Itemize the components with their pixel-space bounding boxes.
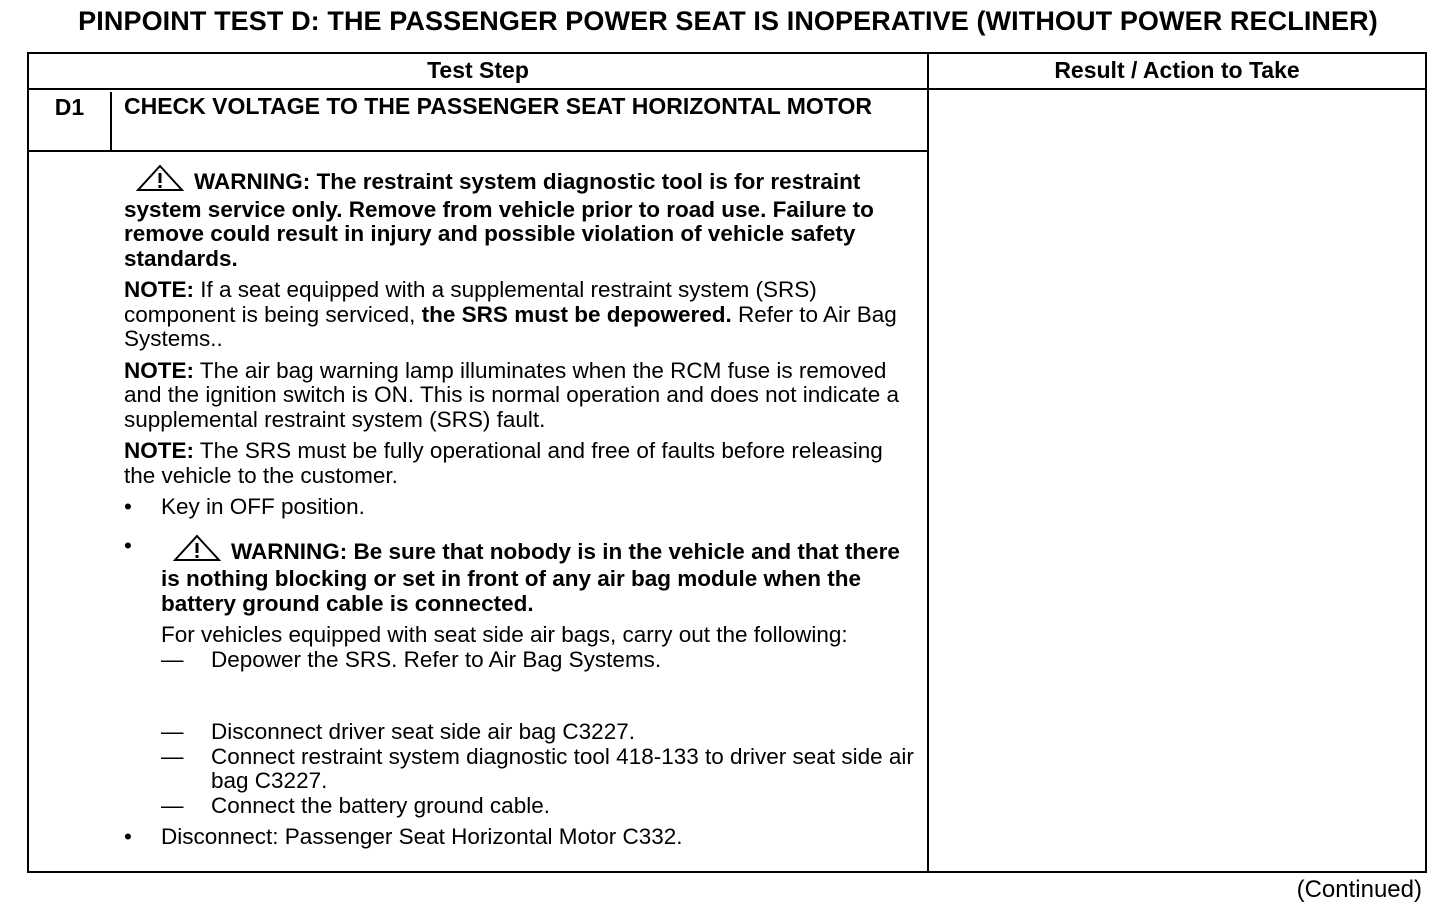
dash-glyph: — <box>161 743 184 769</box>
note-3-text: The SRS must be fully operational and free of faults before releasing the vehicle to the customer. <box>124 438 883 488</box>
note-2-label: NOTE: <box>124 357 194 383</box>
note-1 <box>124 278 914 352</box>
spacer <box>161 672 914 720</box>
bullet-glyph: • <box>124 494 132 519</box>
dash-glyph: — <box>161 719 184 744</box>
header-test-step: Test Step <box>427 57 529 83</box>
note-1-text-a: If a seat equipped with a supplemental restraint system (SRS) component is being serviced, <box>124 277 817 327</box>
step-body <box>124 164 914 857</box>
dash-item-1 <box>124 648 914 673</box>
pinpoint-table <box>27 52 1427 873</box>
dash-item-3 <box>124 745 914 794</box>
bullet-glyph: • <box>124 824 132 849</box>
header-result-action: Result / Action to Take <box>1054 57 1300 83</box>
dash-text-3: Connect restraint system diagnostic tool 418-133 to driver seat side air bag C3227. <box>211 743 914 793</box>
note-2-text: The air bag warning lamp illuminates when the RCM fuse is removed and the ignition switch is ON. This is normal operation and does not indicate a supplemental restraint system (SRS) fault. <box>124 357 900 432</box>
note-1-text-c: Refer to Air Bag Systems.. <box>124 301 897 351</box>
bullet-item-1 <box>124 495 914 520</box>
warning-paragraph-2 <box>161 534 914 617</box>
dash-text-1: Depower the SRS. Refer to Air Bag Systems. <box>211 646 662 672</box>
header-divider <box>29 88 1425 90</box>
dash-item-4 <box>124 794 914 819</box>
warning-paragraph-1 <box>124 164 914 271</box>
bullet-item-2 <box>124 534 914 819</box>
warning-text-1: WARNING: The restraint system diagnostic tool is for restraint system service only. Remove from vehicle prior to road use. Failure to remove could result in injury and possible violation of vehicle safety standards. <box>124 169 874 271</box>
bullet-text-1: Key in OFF position. <box>161 494 365 519</box>
note-2 <box>124 359 914 433</box>
warning-text-2: WARNING: Be sure that nobody is in the vehicle and that there is nothing blocking or set in front of any air bag module when the battery ground cable is connected. <box>161 538 900 616</box>
note-3 <box>124 439 914 488</box>
note-1-text-b: the SRS must be depowered. <box>421 301 732 327</box>
bullet-glyph: • <box>124 532 132 558</box>
warning-triangle-icon <box>173 534 221 568</box>
column-divider <box>927 54 929 871</box>
step-id: D1 <box>29 92 112 150</box>
bullet-item-3 <box>124 825 914 850</box>
bullet-text-3: Disconnect: Passenger Seat Horizontal Motor C332. <box>161 824 683 849</box>
dash-text-2: Disconnect driver seat side air bag C3227. <box>211 719 635 744</box>
warning-triangle-icon <box>136 164 184 198</box>
dash-text-4: Connect the battery ground cable. <box>211 792 550 818</box>
note-3-label: NOTE: <box>124 438 194 463</box>
step-title-divider <box>29 150 927 152</box>
dash-item-2 <box>124 720 914 745</box>
dash-glyph: — <box>161 792 184 818</box>
note-1-label: NOTE: <box>124 277 194 302</box>
bullet-text-2: For vehicles equipped with seat side air bags, carry out the following: <box>161 622 848 647</box>
dash-glyph: — <box>161 646 184 672</box>
step-title: CHECK VOLTAGE TO THE PASSENGER SEAT HORIZONTAL MOTOR <box>124 93 872 119</box>
page-title: PINPOINT TEST D: THE PASSENGER POWER SEAT IS INOPERATIVE (WITHOUT POWER RECLINER) <box>78 6 1378 36</box>
continued-label: (Continued) <box>1296 876 1422 903</box>
